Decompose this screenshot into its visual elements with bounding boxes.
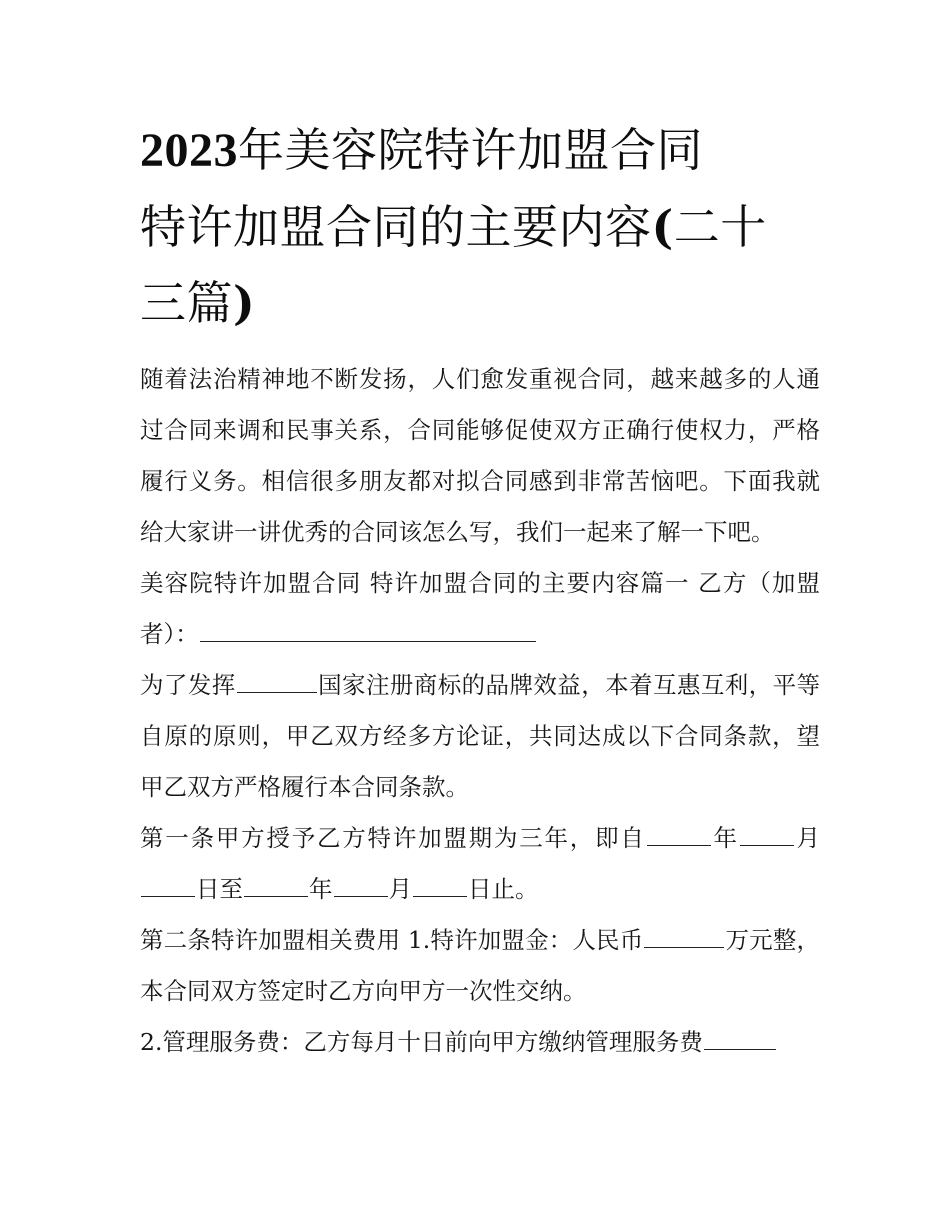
title-paren-close: ) xyxy=(233,276,256,330)
title-paren-open: ( xyxy=(651,200,674,254)
title-line2: 特许加盟合同的主要内容 xyxy=(140,200,652,254)
article-2-item-2 xyxy=(140,1017,820,1068)
start-year-blank xyxy=(647,825,711,846)
intro-paragraph: 随着法治精神地不断发扬，人们愈发重视合同，越来越多的人通过合同来调和民事关系，合同能够促使双方正确行使权力，严格履行义务。相信很多朋友都对拟合同感到非常苦恼吧。下面我就给大家讲一讲优秀的合同该怎么写，我们一起来了解一下吧。 xyxy=(140,365,820,546)
article-1-year2: 年 xyxy=(309,875,333,903)
document-body xyxy=(140,354,820,1068)
section-heading-text: 美容院特许加盟合同 特许加盟合同的主要内容篇一 乙方（加盟者）： xyxy=(140,569,820,648)
article-1-month2: 月 xyxy=(388,875,412,903)
article-1-day-to: 日至 xyxy=(196,875,243,903)
section-heading xyxy=(140,558,820,660)
article-1-day-end: 日止。 xyxy=(468,875,539,903)
end-day-blank xyxy=(413,876,467,897)
article-1-month1: 月 xyxy=(794,824,821,852)
purpose-before: 为了发挥 xyxy=(140,671,236,699)
article-1 xyxy=(140,813,820,915)
start-day-blank xyxy=(141,876,195,897)
title-line3: 三篇 xyxy=(140,276,233,330)
article-2 xyxy=(140,915,820,1017)
title-line1: 年美容院特许加盟合同 xyxy=(238,123,703,177)
title-line2-suffix: 二十 xyxy=(673,200,767,254)
purpose-after: 国家注册商标的品牌效益，本着互惠互利，平等自原的原则，甲乙双方经多方论证，共同达成以下合同条款，望甲乙双方严格履行本合同条款。 xyxy=(140,671,821,801)
article-2-item-2-text: 2.管理服务费：乙方每月十日前向甲方缴纳管理服务费 xyxy=(140,1028,703,1056)
purpose-paragraph xyxy=(140,660,820,813)
start-month-blank xyxy=(740,825,794,846)
title-year: 2023 xyxy=(140,124,238,177)
article-2-before: 第二条特许加盟相关费用 1.特许加盟金：人民币 xyxy=(140,926,644,954)
brand-name-blank xyxy=(237,672,317,693)
end-month-blank xyxy=(334,876,388,897)
document-title xyxy=(140,112,820,341)
service-fee-blank xyxy=(704,1029,776,1050)
licensee-name-blank xyxy=(200,621,536,642)
franchise-fee-blank xyxy=(644,927,724,948)
article-2-after: 万元整，本合同双方签定时乙方向甲方一次性交纳。 xyxy=(140,926,820,1005)
end-year-blank xyxy=(244,876,308,897)
article-1-text: 第一条甲方授予乙方特许加盟期为三年，即自 xyxy=(140,824,646,852)
article-1-year1: 年 xyxy=(711,824,739,852)
